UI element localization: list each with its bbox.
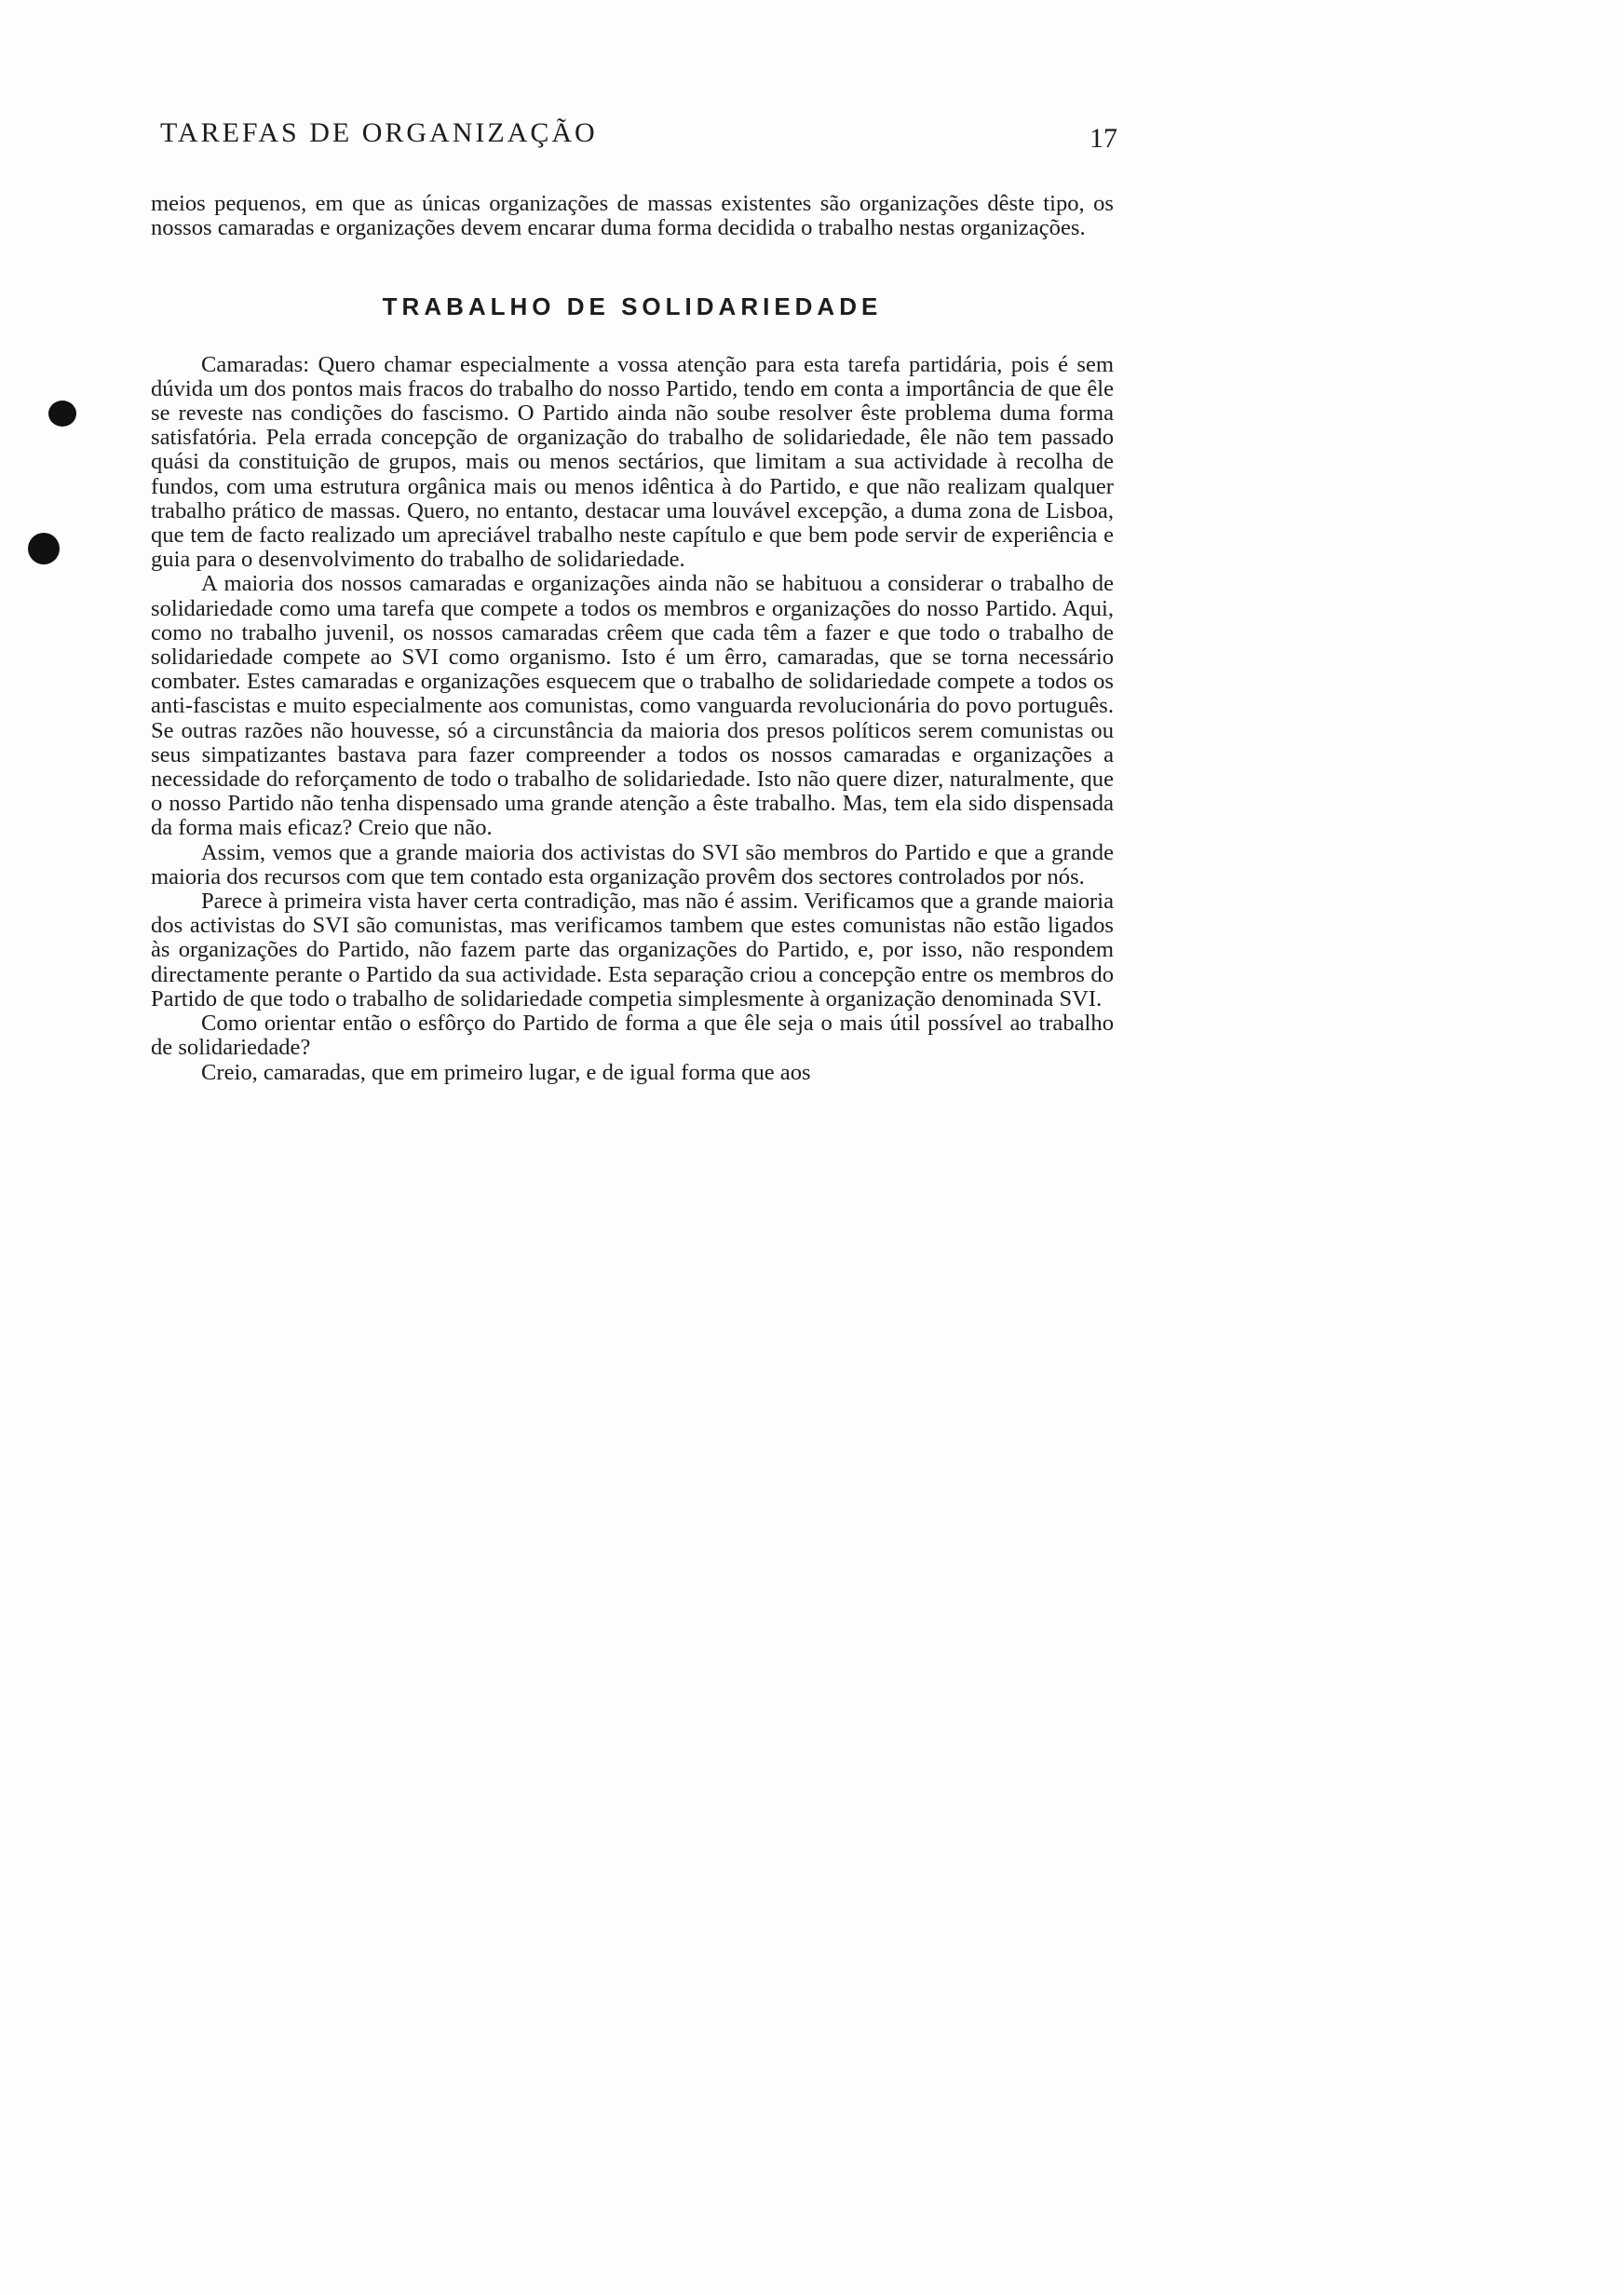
body-text xyxy=(151,192,1114,1085)
ink-blot-mark xyxy=(48,401,76,427)
paragraph: Como orientar então o esfôrço do Partido de forma a que êle seja o mais útil possível ao trabalho de solidariedade? xyxy=(151,1011,1114,1061)
intro-paragraph: meios pequenos, em que as únicas organizações de massas existentes são organizações dêste tipo, os nossos camaradas e organizações devem encarar duma forma decidida o trabalho nestas organizações. xyxy=(151,191,1114,241)
section-heading: TRABALHO DE SOLIDARIEDADE xyxy=(382,292,883,321)
page-number: 17 xyxy=(1089,123,1117,154)
paragraph: Assim, vemos que a grande maioria dos activistas do SVI são membros do Partido e que a grande maioria dos recursos com que tem contado esta organização provêm dos sectores controlados por nós. xyxy=(151,839,1114,889)
ink-blot-mark xyxy=(28,533,60,564)
running-title: TAREFAS DE ORGANIZAÇÃO xyxy=(160,117,598,148)
paragraph: Camaradas: Quero chamar especialmente a vossa atenção para esta tarefa partidária, pois é sem dúvida um dos pontos mais fracos do trabalho do nosso Partido, tendo em conta a importância de que êle se reveste nas condições do fascismo. O Partido ainda não soube resolver êste problema duma forma satisfatória. Pela errada concepção de organização do trabalho de solidariedade, êle não tem passado quási da constituição de grupos, mais ou menos sectários, que limitam a sua actividade à recolha de fundos, com uma estrutura orgânica mais ou menos idêntica à do Partido, e que não realizam qualquer trabalho prático de massas. Quero, no entanto, destacar uma louvável excepção, a duma zona de Lisboa, que tem de facto realizado um apreciável trabalho neste capítulo e que bem pode servir de experiência e guia para o desenvolvimento do trabalho de solidariedade. xyxy=(151,351,1114,573)
paragraph: Creio, camaradas, que em primeiro lugar, e de igual forma que aos xyxy=(201,1059,811,1085)
paragraph: A maioria dos nossos camaradas e organizações ainda não se habituou a considerar o trabalho de solidariedade como uma tarefa que compete a todos os membros e organizações do nosso Partido. Aqui, como no trabalho juvenil, os nossos camaradas crêem que cada têm a fazer e que todo o trabalho de solidariedade compete ao SVI como organismo. Isto é um êrro, camaradas, que se torna necessário combater. Estes camaradas e organizações esquecem que o trabalho de solidariedade compete a todos os anti-fascistas e muito especialmente aos comunistas, como vanguarda revolucionária do povo português. Se outras razões não houvesse, só a circunstância da maioria dos presos políticos serem comunistas ou seus simpatizantes bastava para fazer compreender a todos os nossos camaradas e organizações a necessidade do reforçamento de todo o trabalho de solidariedade. Isto não quere dizer, naturalmente, que o nosso Partido não tenha dispensado uma grande atenção a êste trabalho. Mas, tem ela sido dispensada da forma mais eficaz? Creio que não. xyxy=(151,571,1114,841)
paragraph: Parece à primeira vista haver certa contradição, mas não é assim. Verificamos que a grande maioria dos activistas do SVI são comunistas, mas verificamos tambem que estes comunistas não estão ligados às organizações do Partido, não fazem parte das organizações do Partido, e, por isso, não respondem directamente perante o Partido da sua actividade. Esta separação criou a concepção entre os membros do Partido de que todo o trabalho de solidariedade competia simplesmente à organização denominada SVI. xyxy=(151,889,1114,1012)
page-header xyxy=(160,110,1117,166)
